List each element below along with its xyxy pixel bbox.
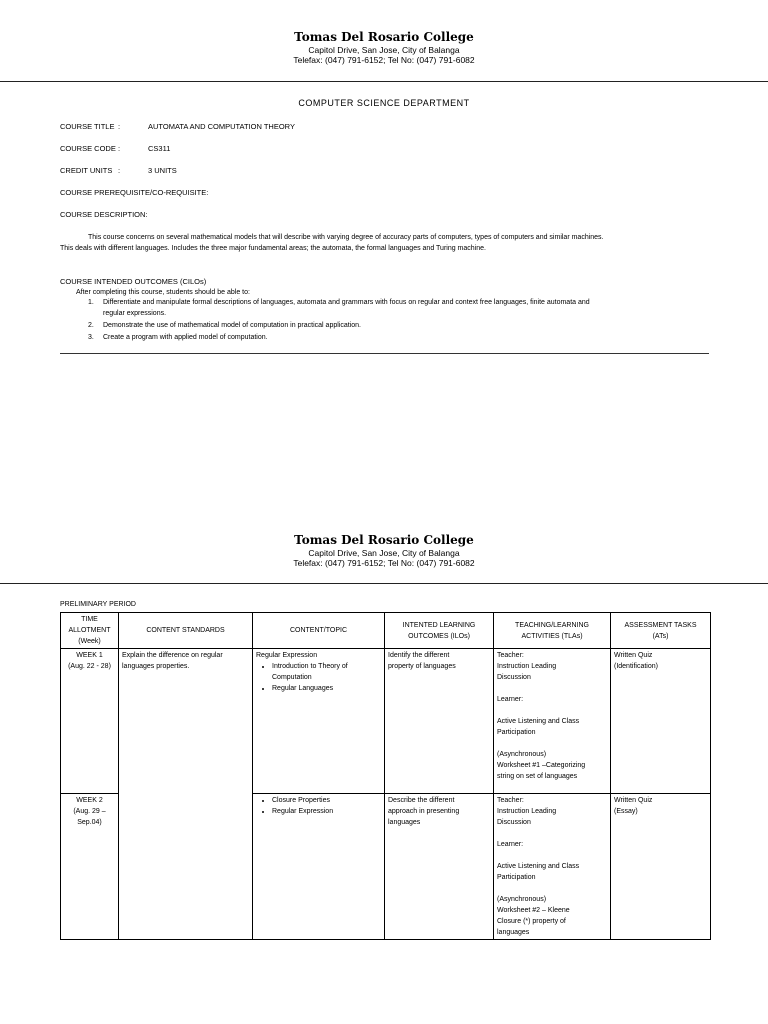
ats-cell <box>611 649 711 794</box>
tla-text: Participation <box>497 874 536 881</box>
tla-text: Learner: <box>497 841 524 848</box>
credit-units-label: CREDIT UNITS <box>60 166 113 175</box>
header-text: TEACHING/LEARNING <box>515 621 589 629</box>
schedule-table <box>60 612 711 940</box>
course-code-label: COURSE CODE <box>60 144 116 153</box>
topic-list <box>256 661 381 694</box>
college-contact: Telefax: (047) 791-6152; Tel No: (047) 791-6082 <box>293 55 475 65</box>
tla-text: string on set of languages <box>497 773 578 780</box>
topic-cell <box>253 649 385 794</box>
at-text: (Essay) <box>614 808 638 815</box>
list-item: • Introduction to Theory of Computation <box>272 661 381 683</box>
header-text: (Week) <box>78 638 101 645</box>
header-divider <box>0 583 768 584</box>
week-label: WEEK 1 <box>76 652 103 659</box>
at-text: Written Quiz <box>614 652 653 659</box>
header-text: TIME <box>81 616 98 623</box>
tla-text: Learner: <box>497 696 524 703</box>
list-item: • Regular Languages <box>272 683 381 694</box>
cilo-item-2: Demonstrate the use of mathematical model of computation in practical application. <box>103 322 361 329</box>
college-address: Capitol Drive, San Jose, City of Balanga <box>308 548 460 558</box>
at-text: Written Quiz <box>614 797 653 804</box>
header-tlas <box>494 613 611 649</box>
tlas-cell <box>494 794 611 940</box>
topic-cell <box>253 794 385 940</box>
topic-list <box>256 795 381 817</box>
cilo-number: 1. <box>88 299 94 306</box>
ilo-text: languages <box>388 819 421 826</box>
prerequisite-label: COURSE PREREQUISITE/CO-REQUISITE: <box>60 188 209 197</box>
course-code-value: CS311 <box>148 144 171 153</box>
header-text: (ATs) <box>652 632 669 640</box>
tla-text: Teacher: <box>497 797 524 804</box>
tla-text: Teacher: <box>497 652 524 659</box>
description-label: COURSE DESCRIPTION: <box>60 210 148 219</box>
cilo-intro: After completing this course, students should be able to: <box>76 289 250 296</box>
week-dates: Sep.04) <box>77 819 102 826</box>
credit-units-value: 3 UNITS <box>148 166 177 175</box>
cilo-item-1: Differentiate and manipulate formal descriptions of languages, automata and grammars with focus on regular and context free languages, finite automata and <box>103 299 590 306</box>
week-label: WEEK 2 <box>76 797 103 804</box>
tla-spacer <box>497 828 607 839</box>
ilos-cell <box>385 649 494 794</box>
tla-spacer <box>497 683 607 694</box>
tla-text: Active Listening and Class <box>497 718 580 725</box>
description-line-1: This course concerns on several mathematical models that will describe with varying degree of accuracy parts of computers, types of computers and similar machines. <box>88 234 604 241</box>
standards-text: languages properties. <box>122 663 190 670</box>
tla-text: Discussion <box>497 674 531 681</box>
tla-spacer <box>497 705 607 716</box>
cilo-number: 2. <box>88 322 94 329</box>
college-address: Capitol Drive, San Jose, City of Balanga <box>308 45 460 55</box>
cilo-item-1-cont: regular expressions. <box>103 310 167 317</box>
at-text: (Identification) <box>614 663 658 670</box>
tla-text: Closure (*) property of <box>497 918 566 925</box>
header-content-standards: CONTENT STANDARDS <box>119 613 253 649</box>
header-text: INTENTED LEARNING <box>402 621 476 629</box>
header-time-allotment <box>61 613 119 649</box>
ilo-text: Identify the different <box>388 652 450 659</box>
list-item: • Closure Properties <box>272 795 381 806</box>
standards-text: Explain the difference on regular <box>122 652 223 659</box>
tla-text: Worksheet #2 – Kleene <box>497 907 570 914</box>
colon: : <box>118 144 121 153</box>
tla-text: Worksheet #1 –Categorizing <box>497 762 586 769</box>
header-ats <box>611 613 711 649</box>
week-dates: (Aug. 22 - 28) <box>68 663 111 670</box>
week-dates: (Aug. 29 – <box>73 808 106 815</box>
colon: : <box>118 166 121 175</box>
ilo-text: property of languages <box>388 663 456 670</box>
ilo-text: approach in presenting <box>388 808 460 815</box>
colon: : <box>118 122 121 131</box>
department-title: COMPUTER SCIENCE DEPARTMENT <box>298 98 470 108</box>
cilo-label: COURSE INTENDED OUTCOMES (CILOs) <box>60 277 207 286</box>
college-contact: Telefax: (047) 791-6152; Tel No: (047) 791-6082 <box>293 558 475 568</box>
ilo-text: Describe the different <box>388 797 455 804</box>
ilos-cell <box>385 794 494 940</box>
tla-text: Participation <box>497 729 536 736</box>
tla-text: (Asynchronous) <box>497 896 547 903</box>
header-divider <box>0 81 768 82</box>
college-name: Tomas Del Rosario College <box>294 533 474 547</box>
list-item: • Regular Expression <box>272 806 381 817</box>
header-ilos <box>385 613 494 649</box>
header-text: ALLOTMENT <box>68 627 111 634</box>
period-label: PRELIMINARY PERIOD <box>60 601 136 608</box>
header-content-topic: CONTENT/TOPIC <box>253 613 385 649</box>
course-title-label: COURSE TITLE <box>60 122 115 131</box>
table-header-row <box>61 613 711 649</box>
table-row <box>61 649 711 794</box>
tla-text: Instruction Leading <box>497 808 557 815</box>
tla-text: languages <box>497 929 530 936</box>
week-cell <box>61 794 119 940</box>
tlas-cell <box>494 649 611 794</box>
tla-text: Discussion <box>497 819 531 826</box>
section-divider <box>60 353 709 354</box>
header-text: ASSESSMENT TASKS <box>624 621 697 629</box>
header-text: OUTCOMES (ILOs) <box>408 632 470 640</box>
tla-text: (Asynchronous) <box>497 751 547 758</box>
tla-spacer <box>497 738 607 749</box>
tla-spacer <box>497 883 607 894</box>
header-text: ACTIVITIES (TLAs) <box>521 632 583 640</box>
tla-text: Instruction Leading <box>497 663 557 670</box>
cilo-item-3: Create a program with applied model of computation. <box>103 334 268 341</box>
tla-spacer <box>497 850 607 861</box>
college-name: Tomas Del Rosario College <box>294 30 474 44</box>
content-standards-cell <box>119 649 253 940</box>
cilo-number: 3. <box>88 334 94 341</box>
course-title-value: AUTOMATA AND COMPUTATION THEORY <box>148 122 295 131</box>
ats-cell <box>611 794 711 940</box>
tla-text: Active Listening and Class <box>497 863 580 870</box>
description-line-2: This deals with different languages. Includes the three major fundamental areas; the automata, the formal languages and Turing machine. <box>60 245 486 252</box>
topic-heading: Regular Expression <box>256 652 318 659</box>
week-cell <box>61 649 119 794</box>
